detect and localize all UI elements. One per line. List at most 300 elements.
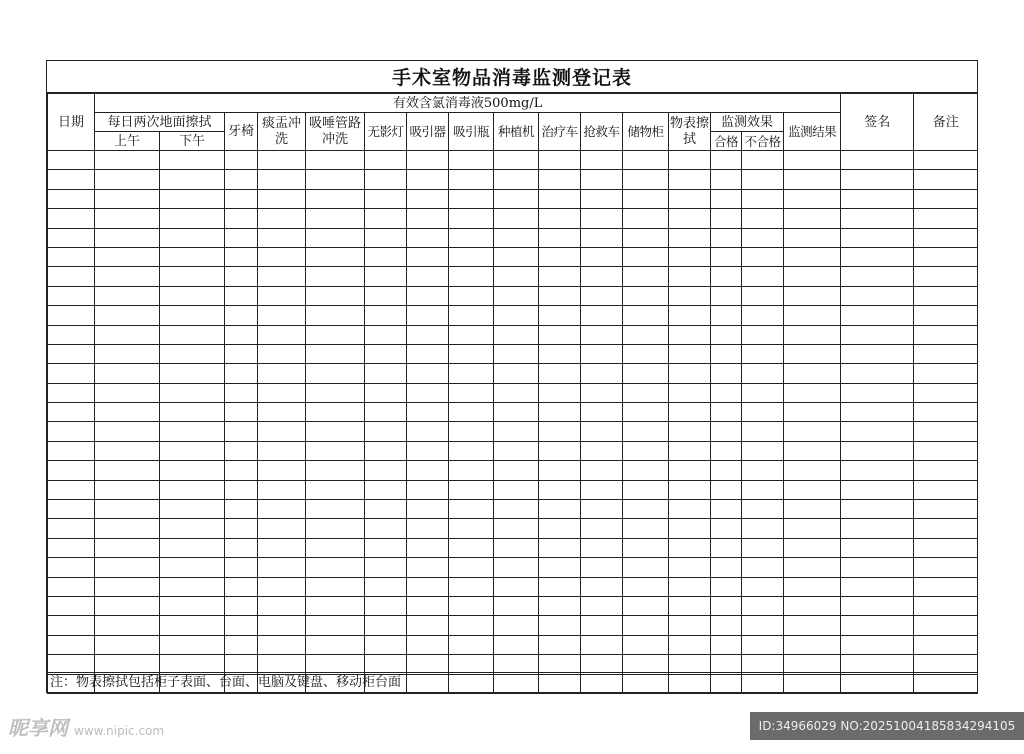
record-cell[interactable] [742, 247, 784, 266]
record-cell[interactable] [914, 519, 978, 538]
record-cell[interactable] [160, 209, 225, 228]
record-cell[interactable] [407, 364, 449, 383]
record-cell[interactable] [449, 577, 494, 596]
record-cell[interactable] [784, 247, 841, 266]
record-cell[interactable] [258, 209, 306, 228]
record-cell[interactable] [581, 286, 623, 305]
record-cell[interactable] [711, 635, 742, 654]
record-cell[interactable] [365, 422, 407, 441]
record-cell[interactable] [581, 480, 623, 499]
record-cell[interactable] [225, 441, 258, 460]
record-cell[interactable] [160, 635, 225, 654]
record-cell[interactable] [365, 500, 407, 519]
record-cell[interactable] [623, 635, 669, 654]
record-cell[interactable] [669, 635, 711, 654]
record-cell[interactable] [449, 403, 494, 422]
record-cell[interactable] [449, 306, 494, 325]
record-cell[interactable] [494, 170, 539, 189]
record-cell[interactable] [48, 441, 95, 460]
record-cell[interactable] [742, 306, 784, 325]
record-cell[interactable] [914, 480, 978, 499]
record-cell[interactable] [711, 480, 742, 499]
record-cell[interactable] [160, 151, 225, 170]
record-cell[interactable] [623, 209, 669, 228]
record-cell[interactable] [48, 422, 95, 441]
record-cell[interactable] [539, 422, 581, 441]
record-cell[interactable] [95, 577, 160, 596]
record-cell[interactable] [669, 228, 711, 247]
record-cell[interactable] [669, 209, 711, 228]
record-cell[interactable] [711, 189, 742, 208]
record-cell[interactable] [784, 422, 841, 441]
record-cell[interactable] [784, 538, 841, 557]
record-cell[interactable] [95, 558, 160, 577]
record-cell[interactable] [669, 422, 711, 441]
record-cell[interactable] [407, 461, 449, 480]
record-cell[interactable] [365, 519, 407, 538]
record-cell[interactable] [711, 286, 742, 305]
record-cell[interactable] [841, 422, 914, 441]
record-cell[interactable] [914, 364, 978, 383]
record-cell[interactable] [95, 228, 160, 247]
record-cell[interactable] [914, 286, 978, 305]
record-cell[interactable] [48, 558, 95, 577]
record-cell[interactable] [623, 286, 669, 305]
record-cell[interactable] [365, 189, 407, 208]
record-cell[interactable] [48, 403, 95, 422]
record-cell[interactable] [669, 306, 711, 325]
record-cell[interactable] [742, 519, 784, 538]
record-cell[interactable] [258, 325, 306, 344]
record-cell[interactable] [95, 344, 160, 363]
record-cell[interactable] [407, 247, 449, 266]
record-cell[interactable] [623, 383, 669, 402]
record-cell[interactable] [225, 364, 258, 383]
record-cell[interactable] [449, 383, 494, 402]
record-cell[interactable] [258, 383, 306, 402]
record-cell[interactable] [365, 480, 407, 499]
record-cell[interactable] [225, 403, 258, 422]
record-cell[interactable] [742, 538, 784, 557]
record-cell[interactable] [841, 577, 914, 596]
record-cell[interactable] [711, 441, 742, 460]
record-cell[interactable] [581, 577, 623, 596]
record-cell[interactable] [711, 383, 742, 402]
record-cell[interactable] [914, 596, 978, 615]
record-cell[interactable] [306, 228, 365, 247]
record-cell[interactable] [449, 286, 494, 305]
record-cell[interactable] [742, 422, 784, 441]
record-cell[interactable] [365, 558, 407, 577]
record-cell[interactable] [95, 422, 160, 441]
record-cell[interactable] [449, 267, 494, 286]
record-cell[interactable] [784, 286, 841, 305]
record-cell[interactable] [160, 519, 225, 538]
record-cell[interactable] [95, 441, 160, 460]
record-cell[interactable] [784, 189, 841, 208]
record-cell[interactable] [365, 325, 407, 344]
record-cell[interactable] [581, 500, 623, 519]
record-cell[interactable] [494, 189, 539, 208]
record-cell[interactable] [623, 247, 669, 266]
record-cell[interactable] [48, 364, 95, 383]
record-cell[interactable] [48, 170, 95, 189]
record-cell[interactable] [407, 616, 449, 635]
record-cell[interactable] [784, 616, 841, 635]
record-cell[interactable] [407, 209, 449, 228]
record-cell[interactable] [623, 170, 669, 189]
record-cell[interactable] [581, 228, 623, 247]
record-cell[interactable] [160, 558, 225, 577]
record-cell[interactable] [225, 151, 258, 170]
record-cell[interactable] [449, 441, 494, 460]
record-cell[interactable] [539, 306, 581, 325]
record-cell[interactable] [784, 635, 841, 654]
record-cell[interactable] [365, 596, 407, 615]
record-cell[interactable] [841, 441, 914, 460]
record-cell[interactable] [407, 151, 449, 170]
record-cell[interactable] [623, 577, 669, 596]
record-cell[interactable] [306, 189, 365, 208]
record-cell[interactable] [711, 577, 742, 596]
record-cell[interactable] [841, 247, 914, 266]
record-cell[interactable] [365, 364, 407, 383]
record-cell[interactable] [914, 306, 978, 325]
record-cell[interactable] [95, 209, 160, 228]
record-cell[interactable] [48, 519, 95, 538]
record-cell[interactable] [407, 344, 449, 363]
record-cell[interactable] [914, 441, 978, 460]
record-cell[interactable] [669, 577, 711, 596]
record-cell[interactable] [407, 403, 449, 422]
record-cell[interactable] [742, 189, 784, 208]
record-cell[interactable] [623, 325, 669, 344]
record-cell[interactable] [160, 228, 225, 247]
record-cell[interactable] [914, 383, 978, 402]
record-cell[interactable] [623, 441, 669, 460]
record-cell[interactable] [669, 616, 711, 635]
record-cell[interactable] [407, 170, 449, 189]
record-cell[interactable] [160, 364, 225, 383]
record-cell[interactable] [539, 441, 581, 460]
record-cell[interactable] [784, 209, 841, 228]
record-cell[interactable] [841, 596, 914, 615]
record-cell[interactable] [669, 596, 711, 615]
record-cell[interactable] [95, 151, 160, 170]
record-cell[interactable] [48, 325, 95, 344]
record-cell[interactable] [494, 558, 539, 577]
record-cell[interactable] [841, 209, 914, 228]
record-cell[interactable] [365, 461, 407, 480]
record-cell[interactable] [841, 267, 914, 286]
record-cell[interactable] [258, 558, 306, 577]
record-cell[interactable] [784, 364, 841, 383]
record-cell[interactable] [581, 209, 623, 228]
record-cell[interactable] [841, 558, 914, 577]
record-cell[interactable] [407, 480, 449, 499]
record-cell[interactable] [711, 461, 742, 480]
record-cell[interactable] [449, 189, 494, 208]
record-cell[interactable] [365, 616, 407, 635]
record-cell[interactable] [306, 286, 365, 305]
record-cell[interactable] [225, 286, 258, 305]
record-cell[interactable] [494, 500, 539, 519]
record-cell[interactable] [742, 577, 784, 596]
record-cell[interactable] [365, 441, 407, 460]
record-cell[interactable] [160, 596, 225, 615]
record-cell[interactable] [784, 170, 841, 189]
record-cell[interactable] [669, 383, 711, 402]
record-cell[interactable] [742, 635, 784, 654]
record-cell[interactable] [306, 209, 365, 228]
record-cell[interactable] [914, 461, 978, 480]
record-cell[interactable] [160, 461, 225, 480]
record-cell[interactable] [581, 461, 623, 480]
record-cell[interactable] [742, 441, 784, 460]
record-cell[interactable] [623, 596, 669, 615]
record-cell[interactable] [784, 267, 841, 286]
record-cell[interactable] [581, 364, 623, 383]
record-cell[interactable] [841, 616, 914, 635]
record-cell[interactable] [623, 500, 669, 519]
record-cell[interactable] [48, 616, 95, 635]
record-cell[interactable] [581, 616, 623, 635]
record-cell[interactable] [494, 247, 539, 266]
record-cell[interactable] [160, 286, 225, 305]
record-cell[interactable] [711, 403, 742, 422]
record-cell[interactable] [669, 441, 711, 460]
record-cell[interactable] [841, 325, 914, 344]
record-cell[interactable] [225, 596, 258, 615]
record-cell[interactable] [449, 170, 494, 189]
record-cell[interactable] [494, 519, 539, 538]
record-cell[interactable] [623, 344, 669, 363]
record-cell[interactable] [539, 577, 581, 596]
record-cell[interactable] [914, 170, 978, 189]
record-cell[interactable] [742, 170, 784, 189]
record-cell[interactable] [306, 538, 365, 557]
record-cell[interactable] [306, 267, 365, 286]
record-cell[interactable] [841, 480, 914, 499]
record-cell[interactable] [160, 500, 225, 519]
record-cell[interactable] [784, 480, 841, 499]
record-cell[interactable] [407, 383, 449, 402]
record-cell[interactable] [539, 247, 581, 266]
record-cell[interactable] [914, 635, 978, 654]
record-cell[interactable] [914, 422, 978, 441]
record-cell[interactable] [539, 596, 581, 615]
record-cell[interactable] [95, 364, 160, 383]
record-cell[interactable] [711, 500, 742, 519]
record-cell[interactable] [581, 170, 623, 189]
record-cell[interactable] [160, 189, 225, 208]
record-cell[interactable] [225, 577, 258, 596]
record-cell[interactable] [742, 267, 784, 286]
record-cell[interactable] [539, 189, 581, 208]
record-cell[interactable] [306, 461, 365, 480]
record-cell[interactable] [494, 635, 539, 654]
record-cell[interactable] [711, 422, 742, 441]
record-cell[interactable] [48, 635, 95, 654]
record-cell[interactable] [494, 306, 539, 325]
record-cell[interactable] [365, 151, 407, 170]
record-cell[interactable] [449, 344, 494, 363]
record-cell[interactable] [306, 558, 365, 577]
record-cell[interactable] [539, 403, 581, 422]
record-cell[interactable] [306, 170, 365, 189]
record-cell[interactable] [841, 344, 914, 363]
record-cell[interactable] [48, 577, 95, 596]
record-cell[interactable] [449, 461, 494, 480]
record-cell[interactable] [365, 286, 407, 305]
record-cell[interactable] [711, 596, 742, 615]
record-cell[interactable] [407, 558, 449, 577]
record-cell[interactable] [784, 403, 841, 422]
record-cell[interactable] [48, 538, 95, 557]
record-cell[interactable] [742, 596, 784, 615]
record-cell[interactable] [407, 538, 449, 557]
record-cell[interactable] [784, 596, 841, 615]
record-cell[interactable] [784, 461, 841, 480]
record-cell[interactable] [365, 228, 407, 247]
record-cell[interactable] [581, 441, 623, 460]
record-cell[interactable] [48, 461, 95, 480]
record-cell[interactable] [225, 209, 258, 228]
record-cell[interactable] [258, 461, 306, 480]
record-cell[interactable] [494, 325, 539, 344]
record-cell[interactable] [449, 480, 494, 499]
record-cell[interactable] [841, 383, 914, 402]
record-cell[interactable] [48, 500, 95, 519]
record-cell[interactable] [623, 364, 669, 383]
record-cell[interactable] [494, 267, 539, 286]
record-cell[interactable] [742, 480, 784, 499]
record-cell[interactable] [841, 189, 914, 208]
record-cell[interactable] [784, 151, 841, 170]
record-cell[interactable] [365, 267, 407, 286]
record-cell[interactable] [48, 151, 95, 170]
record-cell[interactable] [365, 247, 407, 266]
record-cell[interactable] [711, 209, 742, 228]
record-cell[interactable] [449, 364, 494, 383]
record-cell[interactable] [581, 344, 623, 363]
record-cell[interactable] [258, 267, 306, 286]
record-cell[interactable] [95, 325, 160, 344]
record-cell[interactable] [258, 480, 306, 499]
record-cell[interactable] [711, 325, 742, 344]
record-cell[interactable] [306, 151, 365, 170]
record-cell[interactable] [48, 480, 95, 499]
record-cell[interactable] [306, 306, 365, 325]
record-cell[interactable] [160, 538, 225, 557]
record-cell[interactable] [48, 286, 95, 305]
record-cell[interactable] [669, 325, 711, 344]
record-cell[interactable] [449, 500, 494, 519]
record-cell[interactable] [914, 209, 978, 228]
record-cell[interactable] [539, 267, 581, 286]
record-cell[interactable] [539, 325, 581, 344]
record-cell[interactable] [449, 596, 494, 615]
record-cell[interactable] [841, 461, 914, 480]
record-cell[interactable] [914, 151, 978, 170]
record-cell[interactable] [160, 577, 225, 596]
record-cell[interactable] [258, 247, 306, 266]
record-cell[interactable] [494, 151, 539, 170]
record-cell[interactable] [407, 228, 449, 247]
record-cell[interactable] [742, 344, 784, 363]
record-cell[interactable] [669, 403, 711, 422]
record-cell[interactable] [581, 189, 623, 208]
record-cell[interactable] [914, 500, 978, 519]
record-cell[interactable] [449, 635, 494, 654]
record-cell[interactable] [258, 228, 306, 247]
record-cell[interactable] [258, 364, 306, 383]
record-cell[interactable] [95, 403, 160, 422]
record-cell[interactable] [623, 461, 669, 480]
record-cell[interactable] [539, 228, 581, 247]
record-cell[interactable] [449, 558, 494, 577]
record-cell[interactable] [623, 519, 669, 538]
record-cell[interactable] [160, 616, 225, 635]
record-cell[interactable] [449, 228, 494, 247]
record-cell[interactable] [539, 286, 581, 305]
record-cell[interactable] [742, 383, 784, 402]
record-cell[interactable] [48, 344, 95, 363]
record-cell[interactable] [48, 306, 95, 325]
record-cell[interactable] [914, 267, 978, 286]
record-cell[interactable] [711, 344, 742, 363]
record-cell[interactable] [365, 209, 407, 228]
record-cell[interactable] [841, 635, 914, 654]
record-cell[interactable] [258, 635, 306, 654]
record-cell[interactable] [539, 461, 581, 480]
record-cell[interactable] [365, 635, 407, 654]
record-cell[interactable] [225, 383, 258, 402]
record-cell[interactable] [581, 151, 623, 170]
record-cell[interactable] [623, 422, 669, 441]
record-cell[interactable] [742, 558, 784, 577]
record-cell[interactable] [494, 383, 539, 402]
record-cell[interactable] [95, 538, 160, 557]
record-cell[interactable] [711, 538, 742, 557]
record-cell[interactable] [95, 500, 160, 519]
record-cell[interactable] [539, 170, 581, 189]
record-cell[interactable] [914, 538, 978, 557]
record-cell[interactable] [494, 364, 539, 383]
record-cell[interactable] [95, 383, 160, 402]
record-cell[interactable] [160, 422, 225, 441]
record-cell[interactable] [225, 189, 258, 208]
record-cell[interactable] [225, 500, 258, 519]
record-cell[interactable] [225, 325, 258, 344]
record-cell[interactable] [711, 306, 742, 325]
record-cell[interactable] [711, 558, 742, 577]
record-cell[interactable] [784, 325, 841, 344]
record-cell[interactable] [841, 228, 914, 247]
record-cell[interactable] [258, 422, 306, 441]
record-cell[interactable] [784, 306, 841, 325]
record-cell[interactable] [581, 635, 623, 654]
record-cell[interactable] [494, 577, 539, 596]
record-cell[interactable] [539, 383, 581, 402]
record-cell[interactable] [841, 170, 914, 189]
record-cell[interactable] [914, 616, 978, 635]
record-cell[interactable] [95, 170, 160, 189]
record-cell[interactable] [407, 441, 449, 460]
record-cell[interactable] [742, 364, 784, 383]
record-cell[interactable] [225, 422, 258, 441]
record-cell[interactable] [539, 558, 581, 577]
